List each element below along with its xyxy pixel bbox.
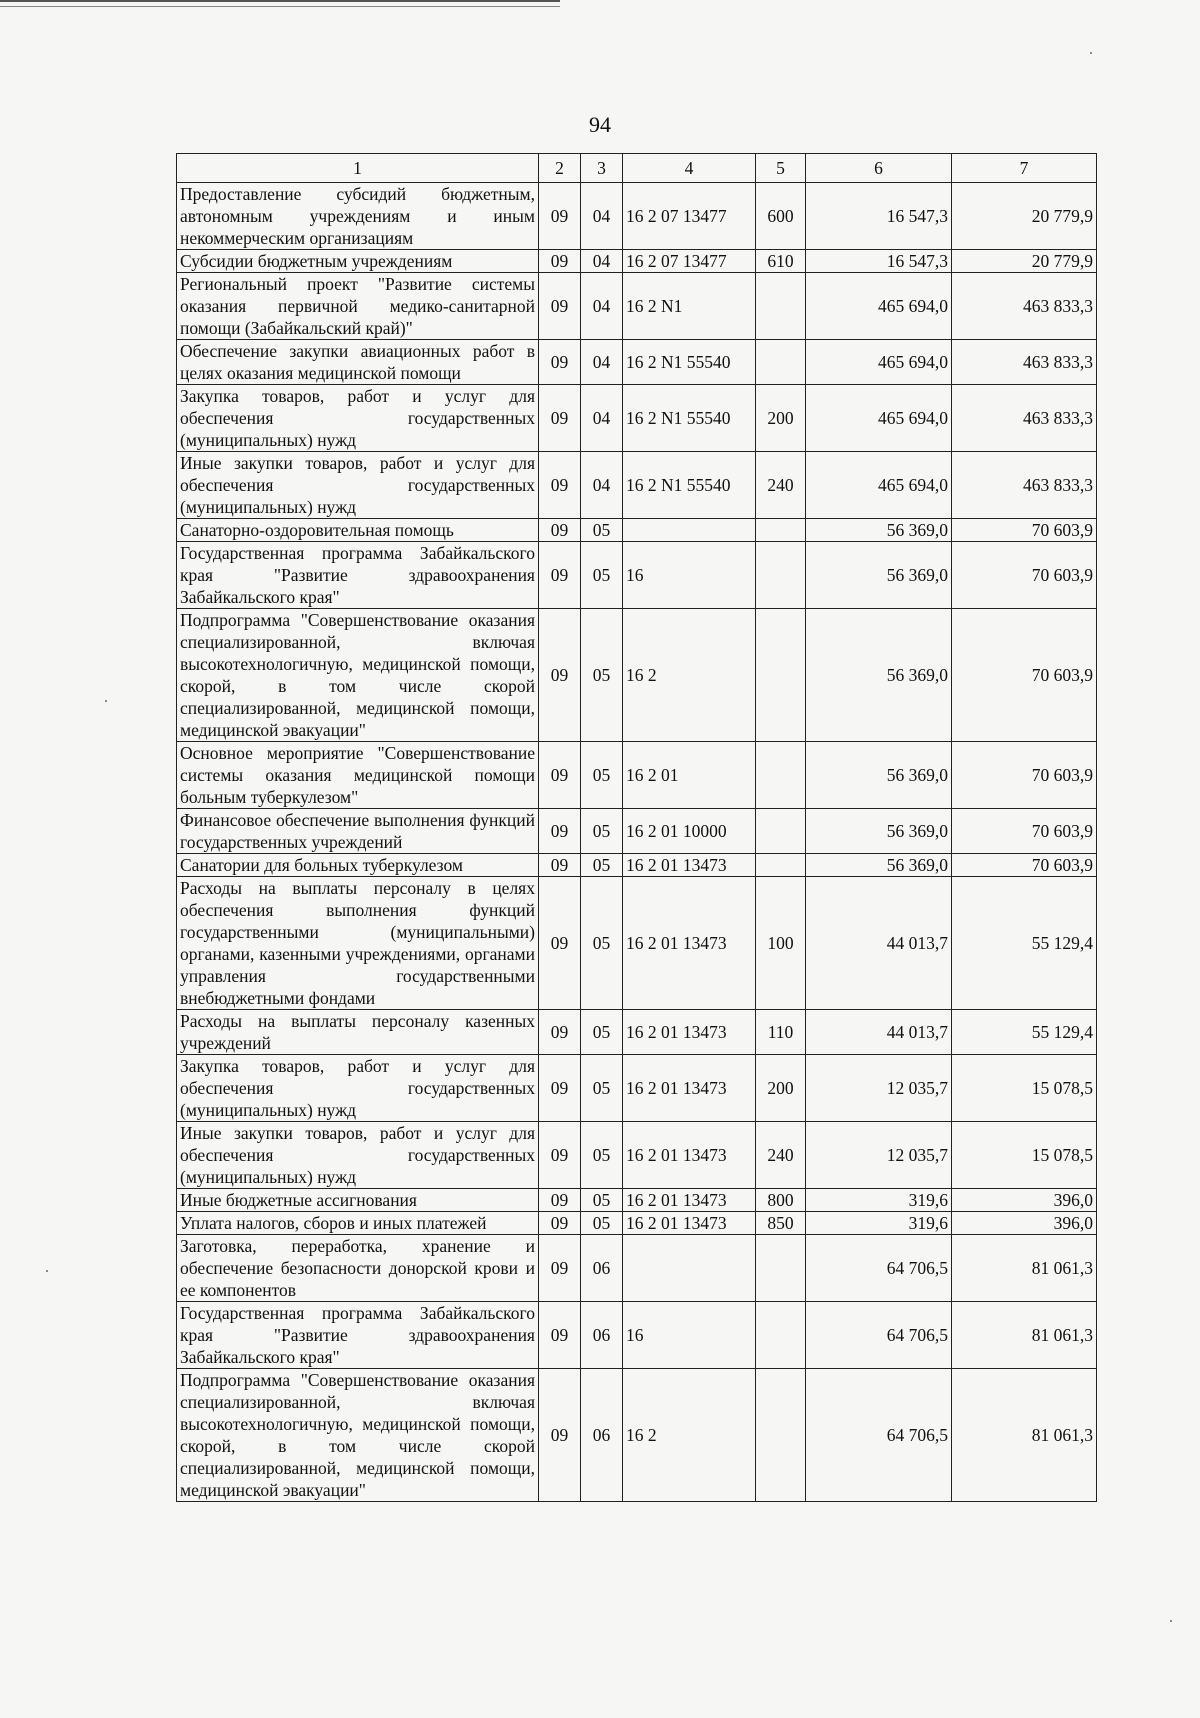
target-article-code: 16 xyxy=(623,542,756,609)
page-number: 94 xyxy=(589,112,611,137)
amount-year-1: 44 013,7 xyxy=(806,877,952,1010)
column-header: 1 xyxy=(177,154,539,183)
section-code: 09 xyxy=(539,1055,581,1122)
table-row xyxy=(177,1122,1097,1189)
column-header: 2 xyxy=(539,154,581,183)
amount-year-2: 463 833,3 xyxy=(952,385,1097,452)
amount-year-1: 319,6 xyxy=(806,1212,952,1235)
amount-year-1: 12 035,7 xyxy=(806,1055,952,1122)
column-header: 4 xyxy=(623,154,756,183)
amount-year-2: 15 078,5 xyxy=(952,1122,1097,1189)
amount-year-2: 55 129,4 xyxy=(952,877,1097,1010)
amount-year-2: 70 603,9 xyxy=(952,742,1097,809)
amount-year-2: 81 061,3 xyxy=(952,1369,1097,1502)
scan-speckle xyxy=(105,700,107,702)
row-name: Расходы на выплаты персоналу в целях обеспечения выполнения функций государственными (муниципальными) органами, казенными учреждениями, органами управления государственными внебюджетными фондами xyxy=(177,877,539,1010)
table-row xyxy=(177,452,1097,519)
target-article-code: 16 2 N1 55540 xyxy=(623,452,756,519)
row-name: Санатории для больных туберкулезом xyxy=(177,854,539,877)
table-row xyxy=(177,273,1097,340)
amount-year-1: 64 706,5 xyxy=(806,1235,952,1302)
row-name: Заготовка, переработка, хранение и обеспечение безопасности донорской крови и ее компонентов xyxy=(177,1235,539,1302)
amount-year-2: 15 078,5 xyxy=(952,1055,1097,1122)
expense-type-code: 610 xyxy=(756,250,806,273)
subsection-code: 04 xyxy=(581,250,623,273)
row-name: Уплата налогов, сборов и иных платежей xyxy=(177,1212,539,1235)
subsection-code: 05 xyxy=(581,854,623,877)
table-row xyxy=(177,1235,1097,1302)
expense-type-code xyxy=(756,809,806,854)
target-article-code: 16 2 N1 55540 xyxy=(623,340,756,385)
table-row xyxy=(177,1010,1097,1055)
table-row xyxy=(177,742,1097,809)
table-row xyxy=(177,542,1097,609)
target-article-code: 16 2 01 13473 xyxy=(623,1212,756,1235)
expense-type-code xyxy=(756,273,806,340)
expense-type-code xyxy=(756,542,806,609)
expense-type-code: 600 xyxy=(756,183,806,250)
column-header: 3 xyxy=(581,154,623,183)
subsection-code: 05 xyxy=(581,1122,623,1189)
target-article-code: 16 xyxy=(623,1302,756,1369)
section-code: 09 xyxy=(539,542,581,609)
table-row xyxy=(177,809,1097,854)
amount-year-1: 465 694,0 xyxy=(806,340,952,385)
subsection-code: 05 xyxy=(581,519,623,542)
row-name: Субсидии бюджетным учреждениям xyxy=(177,250,539,273)
subsection-code: 04 xyxy=(581,183,623,250)
expense-type-code: 800 xyxy=(756,1189,806,1212)
table-row xyxy=(177,183,1097,250)
section-code: 09 xyxy=(539,452,581,519)
section-code: 09 xyxy=(539,1235,581,1302)
target-article-code: 16 2 01 13473 xyxy=(623,1189,756,1212)
table-row xyxy=(177,1369,1097,1502)
expense-type-code xyxy=(756,519,806,542)
amount-year-2: 70 603,9 xyxy=(952,519,1097,542)
section-code: 09 xyxy=(539,519,581,542)
expense-type-code: 850 xyxy=(756,1212,806,1235)
subsection-code: 05 xyxy=(581,609,623,742)
amount-year-2: 463 833,3 xyxy=(952,340,1097,385)
target-article-code: 16 2 xyxy=(623,1369,756,1502)
expense-type-code: 200 xyxy=(756,1055,806,1122)
expense-type-code xyxy=(756,609,806,742)
subsection-code: 05 xyxy=(581,877,623,1010)
amount-year-2: 70 603,9 xyxy=(952,809,1097,854)
amount-year-2: 396,0 xyxy=(952,1189,1097,1212)
row-name: Государственная программа Забайкальского края "Развитие здравоохранения Забайкальского края" xyxy=(177,542,539,609)
expense-type-code xyxy=(756,854,806,877)
amount-year-1: 465 694,0 xyxy=(806,385,952,452)
target-article-code: 16 2 N1 55540 xyxy=(623,385,756,452)
section-code: 09 xyxy=(539,385,581,452)
target-article-code: 16 2 01 13473 xyxy=(623,877,756,1010)
scan-edge-mark xyxy=(0,0,560,2)
section-code: 09 xyxy=(539,809,581,854)
expense-type-code: 200 xyxy=(756,385,806,452)
section-code: 09 xyxy=(539,340,581,385)
row-name: Обеспечение закупки авиационных работ в целях оказания медицинской помощи xyxy=(177,340,539,385)
section-code: 09 xyxy=(539,1122,581,1189)
target-article-code: 16 2 01 13473 xyxy=(623,854,756,877)
target-article-code xyxy=(623,1235,756,1302)
section-code: 09 xyxy=(539,1010,581,1055)
section-code: 09 xyxy=(539,1369,581,1502)
amount-year-2: 463 833,3 xyxy=(952,452,1097,519)
subsection-code: 05 xyxy=(581,809,623,854)
target-article-code xyxy=(623,519,756,542)
amount-year-2: 70 603,9 xyxy=(952,542,1097,609)
expense-type-code xyxy=(756,340,806,385)
amount-year-1: 56 369,0 xyxy=(806,542,952,609)
subsection-code: 04 xyxy=(581,273,623,340)
target-article-code: 16 2 01 13473 xyxy=(623,1055,756,1122)
amount-year-1: 465 694,0 xyxy=(806,452,952,519)
table-row xyxy=(177,1189,1097,1212)
row-name: Санаторно-оздоровительная помощь xyxy=(177,519,539,542)
target-article-code: 16 2 xyxy=(623,609,756,742)
amount-year-1: 56 369,0 xyxy=(806,519,952,542)
section-code: 09 xyxy=(539,273,581,340)
scan-speckle xyxy=(1170,1620,1172,1622)
amount-year-2: 396,0 xyxy=(952,1212,1097,1235)
subsection-code: 04 xyxy=(581,385,623,452)
section-code: 09 xyxy=(539,1212,581,1235)
subsection-code: 06 xyxy=(581,1235,623,1302)
amount-year-2: 20 779,9 xyxy=(952,250,1097,273)
amount-year-2: 70 603,9 xyxy=(952,854,1097,877)
subsection-code: 04 xyxy=(581,452,623,519)
row-name: Иные бюджетные ассигнования xyxy=(177,1189,539,1212)
row-name: Иные закупки товаров, работ и услуг для обеспечения государственных (муниципальных) нужд xyxy=(177,1122,539,1189)
subsection-code: 05 xyxy=(581,1189,623,1212)
section-code: 09 xyxy=(539,1189,581,1212)
amount-year-1: 56 369,0 xyxy=(806,809,952,854)
target-article-code: 16 2 01 xyxy=(623,742,756,809)
budget-table xyxy=(176,153,1097,1502)
table-row xyxy=(177,1212,1097,1235)
section-code: 09 xyxy=(539,609,581,742)
amount-year-1: 56 369,0 xyxy=(806,742,952,809)
row-name: Основное мероприятие "Совершенствование системы оказания медицинской помощи больным туберкулезом" xyxy=(177,742,539,809)
subsection-code: 05 xyxy=(581,1010,623,1055)
amount-year-1: 465 694,0 xyxy=(806,273,952,340)
section-code: 09 xyxy=(539,854,581,877)
target-article-code: 16 2 07 13477 xyxy=(623,250,756,273)
amount-year-2: 81 061,3 xyxy=(952,1235,1097,1302)
row-name: Подпрограмма "Совершенствование оказания специализированной, включая высокотехнологичную, медицинской помощи, скорой, в том числе скорой специализированной, медицинской помощи, медицинской эвакуации" xyxy=(177,1369,539,1502)
row-name: Иные закупки товаров, работ и услуг для обеспечения государственных (муниципальных) нужд xyxy=(177,452,539,519)
scan-speckle xyxy=(1090,52,1092,54)
table-row xyxy=(177,340,1097,385)
row-name: Закупка товаров, работ и услуг для обеспечения государственных (муниципальных) нужд xyxy=(177,1055,539,1122)
column-header: 7 xyxy=(952,154,1097,183)
expense-type-code xyxy=(756,742,806,809)
amount-year-1: 12 035,7 xyxy=(806,1122,952,1189)
expense-type-code: 100 xyxy=(756,877,806,1010)
amount-year-1: 16 547,3 xyxy=(806,250,952,273)
expense-type-code: 240 xyxy=(756,452,806,519)
row-name: Финансовое обеспечение выполнения функций государственных учреждений xyxy=(177,809,539,854)
amount-year-2: 463 833,3 xyxy=(952,273,1097,340)
target-article-code: 16 2 01 13473 xyxy=(623,1010,756,1055)
amount-year-1: 319,6 xyxy=(806,1189,952,1212)
row-name: Подпрограмма "Совершенствование оказания специализированной, включая высокотехнологичную, медицинской помощи, скорой, в том числе скорой специализированной, медицинской помощи, медицинской эвакуации" xyxy=(177,609,539,742)
column-header: 5 xyxy=(756,154,806,183)
header-row xyxy=(177,154,1097,183)
target-article-code: 16 2 07 13477 xyxy=(623,183,756,250)
subsection-code: 06 xyxy=(581,1302,623,1369)
column-header: 6 xyxy=(806,154,952,183)
section-code: 09 xyxy=(539,742,581,809)
section-code: 09 xyxy=(539,877,581,1010)
target-article-code: 16 2 01 10000 xyxy=(623,809,756,854)
section-code: 09 xyxy=(539,250,581,273)
amount-year-1: 16 547,3 xyxy=(806,183,952,250)
subsection-code: 04 xyxy=(581,340,623,385)
table-row xyxy=(177,1055,1097,1122)
table-row xyxy=(177,854,1097,877)
table-row xyxy=(177,385,1097,452)
amount-year-1: 44 013,7 xyxy=(806,1010,952,1055)
table-row xyxy=(177,877,1097,1010)
subsection-code: 06 xyxy=(581,1369,623,1502)
row-name: Закупка товаров, работ и услуг для обеспечения государственных (муниципальных) нужд xyxy=(177,385,539,452)
target-article-code: 16 2 N1 xyxy=(623,273,756,340)
expense-type-code: 240 xyxy=(756,1122,806,1189)
subsection-code: 05 xyxy=(581,1212,623,1235)
row-name: Предоставление субсидий бюджетным, автономным учреждениям и иным некоммерческим организациям xyxy=(177,183,539,250)
row-name: Государственная программа Забайкальского края "Развитие здравоохранения Забайкальского края" xyxy=(177,1302,539,1369)
amount-year-2: 70 603,9 xyxy=(952,609,1097,742)
expense-type-code xyxy=(756,1302,806,1369)
amount-year-2: 55 129,4 xyxy=(952,1010,1097,1055)
amount-year-2: 81 061,3 xyxy=(952,1302,1097,1369)
amount-year-2: 20 779,9 xyxy=(952,183,1097,250)
expense-type-code xyxy=(756,1369,806,1502)
amount-year-1: 56 369,0 xyxy=(806,854,952,877)
scan-speckle xyxy=(46,1270,48,1272)
amount-year-1: 64 706,5 xyxy=(806,1369,952,1502)
amount-year-1: 64 706,5 xyxy=(806,1302,952,1369)
table-row xyxy=(177,250,1097,273)
subsection-code: 05 xyxy=(581,1055,623,1122)
row-name: Расходы на выплаты персоналу казенных учреждений xyxy=(177,1010,539,1055)
amount-year-1: 56 369,0 xyxy=(806,609,952,742)
subsection-code: 05 xyxy=(581,742,623,809)
expense-type-code xyxy=(756,1235,806,1302)
subsection-code: 05 xyxy=(581,542,623,609)
target-article-code: 16 2 01 13473 xyxy=(623,1122,756,1189)
table-row xyxy=(177,609,1097,742)
table-row xyxy=(177,519,1097,542)
section-code: 09 xyxy=(539,1302,581,1369)
scan-edge-mark xyxy=(0,6,560,7)
section-code: 09 xyxy=(539,183,581,250)
row-name: Региональный проект "Развитие системы оказания первичной медико-санитарной помощи (Забайкальский край)" xyxy=(177,273,539,340)
table-row xyxy=(177,1302,1097,1369)
expense-type-code: 110 xyxy=(756,1010,806,1055)
